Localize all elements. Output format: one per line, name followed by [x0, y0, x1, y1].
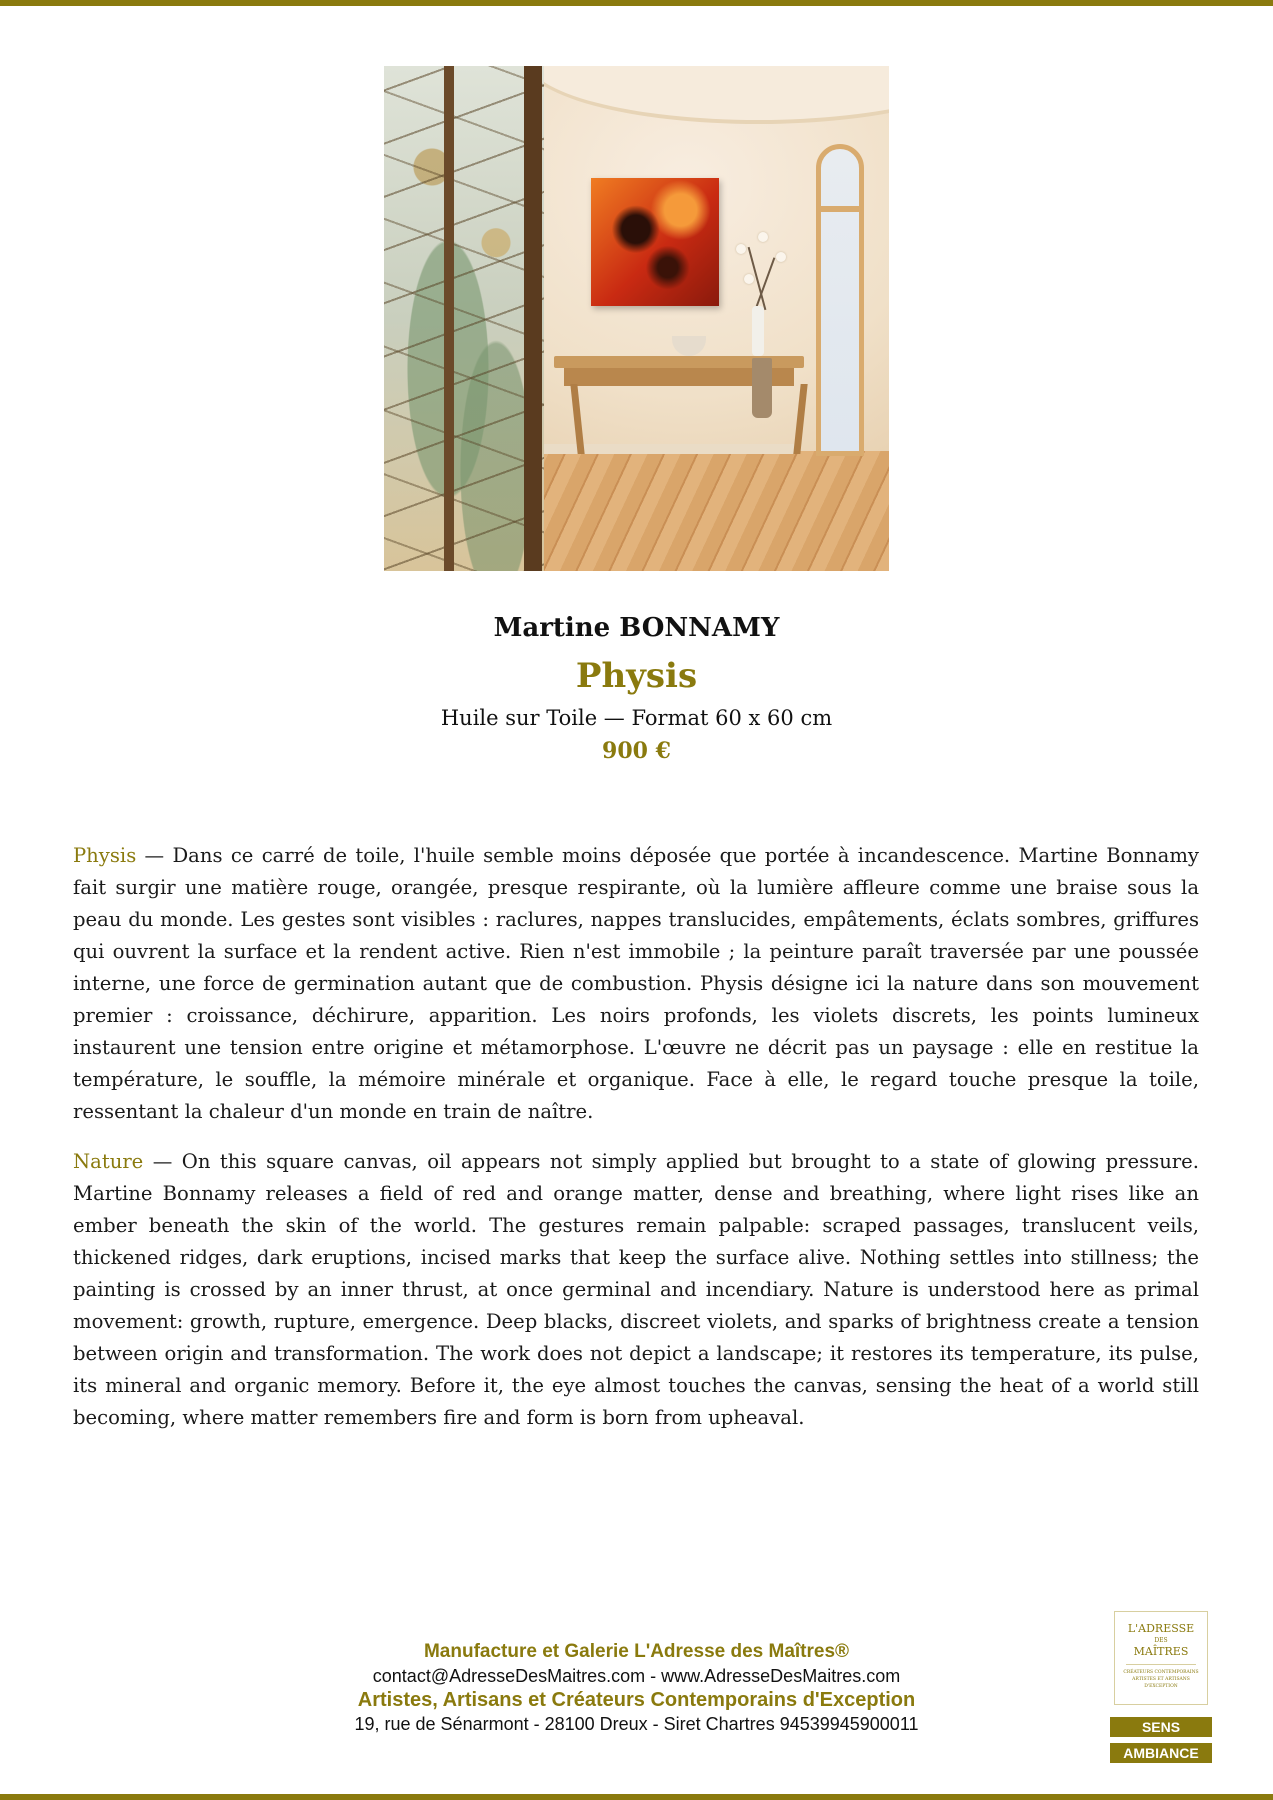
painting-physis [591, 178, 719, 306]
gallery-name: Manufacture et Galerie L'Adresse des Maîtres® [423, 1641, 850, 1662]
door-frame [524, 66, 542, 571]
artwork-title: Physis [575, 656, 698, 696]
draped-throw [752, 358, 772, 418]
tag-sens: SENS [1110, 1717, 1212, 1737]
artwork-medium: Huile sur Toile — Format 60 x 60 cm [440, 706, 833, 730]
logo-line: DES [1154, 1637, 1168, 1644]
gallery-tagline: Artistes, Artisans et Créateurs Contemporains d'Exception [357, 1689, 916, 1711]
logo-line: L'ADRESSE [1127, 1622, 1195, 1635]
artwork-interior-photo [384, 66, 889, 571]
logo-divider [1126, 1664, 1196, 1665]
magnolia-blossom [758, 232, 768, 242]
door-frame [444, 66, 454, 571]
gallery-address: 19, rue de Sénarmont - 28100 Dreux - Siret Chartres 94539945900011 [354, 1714, 919, 1734]
logo-line: MAÎTRES [1133, 1645, 1189, 1658]
window-mullion [816, 206, 864, 212]
arched-window [816, 144, 864, 456]
description-french [73, 840, 1199, 1128]
tag-ambiance: AMBIANCE [1110, 1743, 1212, 1763]
gallery-contact: contact@AdresseDesMaitres.com - www.AdresseDesMaitres.com [372, 1666, 901, 1686]
magnolia-blossom [736, 244, 746, 254]
description-english-text: — On this square canvas, oil appears not simply applied but brought to a state of glowing pressure. Martine Bonnamy releases a field of red and orange matter, dense and breathing, where light rises like an ember beneath the skin of the world. The gestures remain palpable: scraped passages, translucent veils, thickened ridges, dark eruptions, incised marks that keep the surface alive. Nothing settles into stillness; the painting is crossed by an inner thrust, at once germinal and incendiary. Nature is understood here as primal movement: growth, rupture, emergence. Deep blacks, discreet violets, and sparks of brightness create a tension between origin and transformation. The work does not depict a landscape; it restores its temperature, its pulse, its mineral and organic memory. Before it, the eye almost touches the canvas, sensing the heat of a world still becoming, where matter remembers fire and form is born from upheaval. [73, 1150, 1199, 1429]
description-french-text: — Dans ce carré de toile, l'huile semble moins déposée que portée à incandescence. Martine Bonnamy fait surgir une matière rouge, orangée, presque respirante, où la lumière affleure comme une braise sous la peau du monde. Les gestes sont visibles : raclures, nappes translucides, empâtements, éclats sombres, griffures qui ouvrent la surface et la rendent active. Rien n'est immobile ; la peinture paraît traversée par une poussée interne, une force de germination autant que de combustion. Physis désigne ici la nature dans son mouvement premier : croissance, déchirure, apparition. Les noirs profonds, les violets discrets, les points lumineux instaurent une tension entre origine et métamorphose. L'œuvre ne décrit pas un paysage : elle en restitue la température, le souffle, la mémoire minérale et organique. Face à elle, le regard touche presque la toile, ressentant la chaleur d'un monde en train de naître. [73, 844, 1199, 1123]
magnolia-blossom [744, 274, 754, 284]
description-french-lead: Physis [73, 844, 137, 867]
magnolia-blossom [776, 252, 786, 262]
gallery-logo [1114, 1611, 1208, 1705]
top-accent-bar [0, 0, 1273, 6]
artwork-price: 900 € [602, 738, 671, 764]
artist-name: Martine BONNAMY [493, 613, 780, 643]
description-english [73, 1146, 1199, 1434]
footer [0, 1640, 1273, 1736]
description-english-lead: Nature [73, 1150, 144, 1173]
bottom-accent-bar [0, 1794, 1273, 1800]
logo-line: CRÉATEURS CONTEMPORAINS ARTISTES ET ARTISANS D'EXCEPTION [1123, 1670, 1199, 1689]
baseboard [534, 444, 794, 454]
stained-glass-leading [384, 66, 544, 571]
bud-vase [752, 306, 764, 356]
